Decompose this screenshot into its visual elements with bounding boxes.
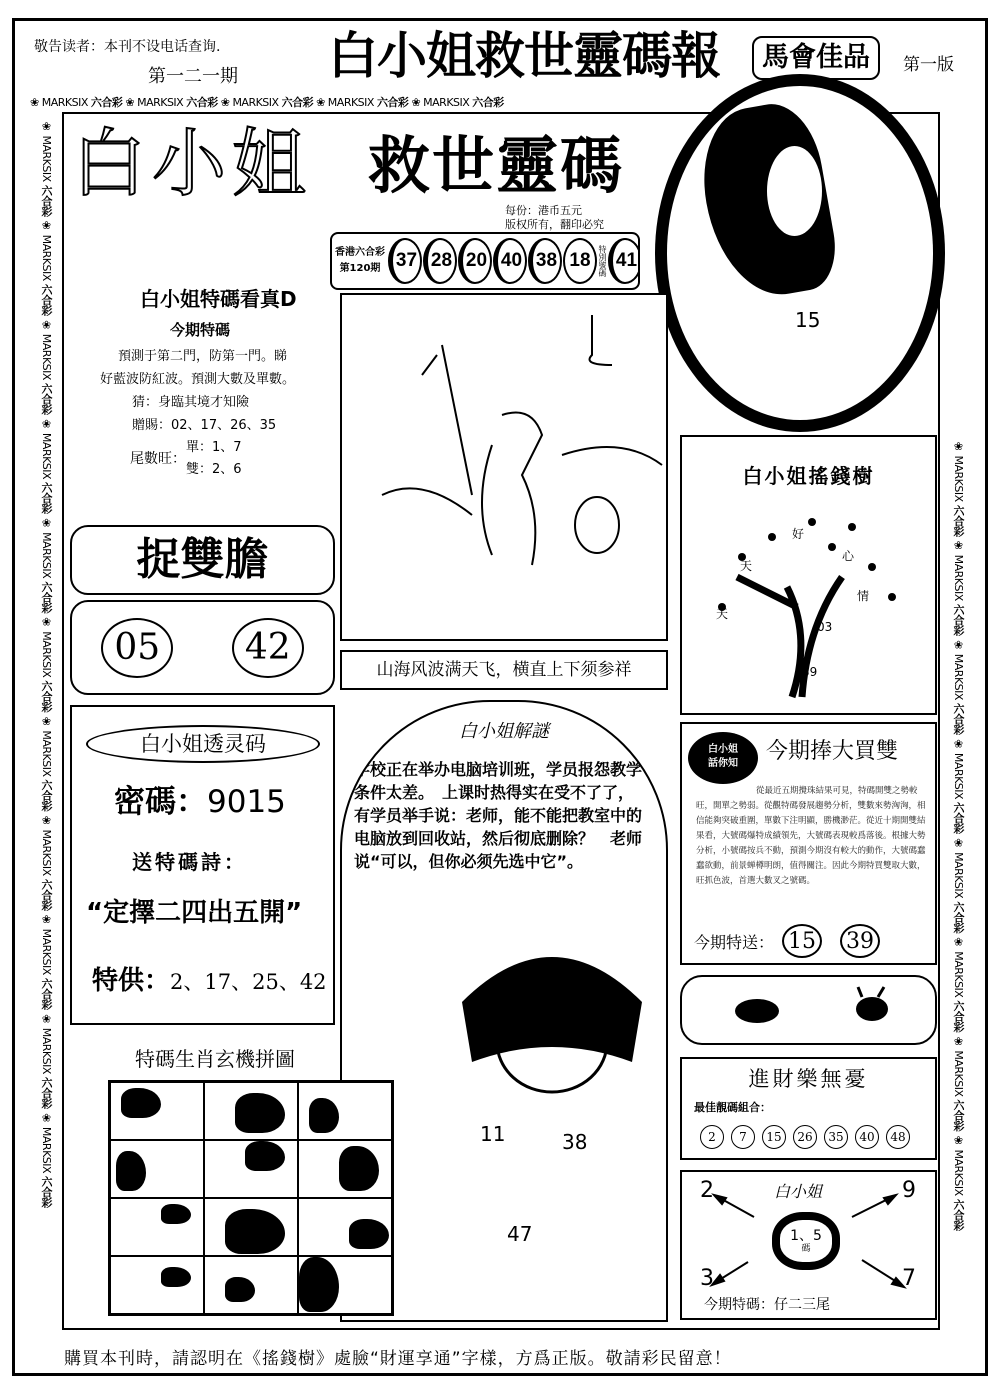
compass-title: 白小姐 <box>774 1182 823 1201</box>
marquee-chinese: 六合彩 <box>281 96 314 109</box>
tip-subtitle: 今期特碼 <box>170 321 231 339</box>
tree-number: 39 <box>802 665 818 679</box>
marquee-row <box>30 94 645 110</box>
puzzle-title: 特碼生肖玄機拼圖 <box>135 1047 295 1071</box>
compass-center: 1、5 碼 <box>772 1212 840 1270</box>
combo-number: 40 <box>855 1125 879 1149</box>
notice: 敬告读者：本刊不设电话查询. <box>34 39 221 55</box>
badge: 馬會佳品 <box>752 36 880 80</box>
draw-label: 香港六合彩 <box>335 247 385 258</box>
flower-icon: ❀ <box>952 539 965 555</box>
flower-icon: ❀ <box>40 615 53 632</box>
portrait-image <box>667 86 933 420</box>
draw-ball: 37 <box>388 238 422 284</box>
zodiac-animals-icon <box>682 977 935 1043</box>
corner-number: 7 <box>902 1266 916 1291</box>
flower-icon: ❀ <box>952 935 965 952</box>
tree-number: 03 <box>817 620 833 634</box>
donkey-illustration <box>340 293 668 641</box>
marquee-latin: MARKSIX <box>952 653 965 700</box>
flower-icon: ❀ <box>220 96 233 109</box>
marquee-chinese: 六合彩 <box>40 184 53 217</box>
flower-icon: ❀ <box>316 96 328 109</box>
marquee-latin: MARKSIX <box>40 432 53 480</box>
marquee-chinese: 六合彩 <box>40 779 53 811</box>
portrait-frame <box>655 74 945 432</box>
buy-text: 從最近五期攪珠結果可見，特碼開雙之勢較旺，開單之勢弱。從觀特碼發展趨勢分析，雙數來勢洶洶，相信能夠突破重圍，單數下注明顯，勝機渺茫。從近十期開雙結果看，大號碼爆特成績領先，大號碼表現較爲落後。根據大勢分析，小號碼按兵不動，預測今期沒有較大的動作，大號碼蠢蠢欲動，前景蝉樽明朗，值得關注。因此今期特買雙取大數，旺抓色波，首選大數叉之號碼。 <box>696 786 926 886</box>
price: 每份：港币五元 <box>505 204 582 217</box>
tree-title: 白小姐搖錢樹 <box>742 464 875 488</box>
marquee-chinese: 六合彩 <box>952 901 965 933</box>
marquee-chinese: 六合彩 <box>40 581 53 613</box>
tree-char: 好 <box>792 527 805 541</box>
marquee-latin: MARKSIX <box>40 829 53 876</box>
marquee-latin: MARKSIX <box>952 1050 965 1097</box>
animals-box <box>680 975 937 1045</box>
combo-number: 2 <box>700 1125 724 1149</box>
marquee-left <box>38 120 54 1330</box>
joke-text: 学校正在举办电脑培训班，学员报怨教学条件太差。 上课时热得实在受不了了， 有学员举手说：老师，能不能把教室中的电脑放到回收站，然后彻底删除？ 老师说“可以，但你必须先选中它”。 <box>354 760 643 871</box>
flower-icon: ❀ <box>411 96 424 109</box>
marquee-latin: MARKSIX <box>137 96 184 109</box>
double-number: 05 <box>101 618 173 678</box>
marquee-chinese: 六合彩 <box>952 702 965 735</box>
draw-ball: 28 <box>423 238 457 284</box>
edition: 第一版 <box>903 55 954 75</box>
flower-icon: ❀ <box>40 318 53 334</box>
marquee-chinese: 六合彩 <box>186 96 218 109</box>
flower-icon: ❀ <box>125 96 138 109</box>
flower-icon: ❀ <box>30 96 42 109</box>
marquee-latin: MARKSIX <box>40 631 53 678</box>
marquee-latin: MARKSIX <box>40 730 53 777</box>
draw-ball: 40 <box>493 238 527 284</box>
marquee-chinese: 六合彩 <box>40 1176 53 1208</box>
tip-title: 白小姐特碼看真D <box>140 287 297 311</box>
tree-char: 心 <box>842 549 855 563</box>
marquee-latin: MARKSIX <box>40 1126 53 1174</box>
masthead-title: 白小姐救世靈碼報 <box>328 27 720 85</box>
combo-title: 進財樂無憂 <box>748 1067 869 1091</box>
marquee-latin: MARKSIX <box>40 234 53 281</box>
donkey-icon <box>342 295 666 639</box>
flower-icon: ❀ <box>952 1034 965 1051</box>
marquee-chinese: 六合彩 <box>90 96 123 109</box>
send-number: 15 <box>782 924 822 958</box>
marquee-chinese: 六合彩 <box>40 680 53 712</box>
combo-label: 最佳靚碼組合： <box>694 1101 771 1114</box>
marquee-right <box>950 440 966 1330</box>
flower-icon: ❀ <box>40 913 53 929</box>
copyright: 版权所有，翻印必究 <box>505 218 604 231</box>
tree-char: 天 <box>740 559 753 573</box>
marquee-chinese: 六合彩 <box>40 283 53 316</box>
secret-poem: “定擇二四出五開” <box>86 898 303 928</box>
draw-ball: 38 <box>528 238 562 284</box>
joke-number: 38 <box>562 1130 588 1154</box>
marquee-latin: MARKSIX <box>40 928 53 975</box>
brand-name: 白小姐 <box>72 121 312 207</box>
flower-icon: ❀ <box>40 1111 53 1127</box>
buy-double-box <box>680 722 937 965</box>
zodiac-puzzle-grid <box>108 1080 394 1316</box>
flower-icon: ❀ <box>40 813 53 830</box>
marquee-latin: MARKSIX <box>952 852 965 899</box>
combo-number: 35 <box>824 1125 848 1149</box>
marquee-latin: MARKSIX <box>40 532 53 579</box>
joke-title: 白小姐解謎 <box>459 721 549 742</box>
secret-title: 白小姐透灵码 <box>86 725 320 763</box>
flower-icon: ❀ <box>40 1012 53 1028</box>
tree-char: 情 <box>857 589 870 603</box>
footer-notice: 購買本刊時，請認明在《搖錢樹》處臉“財運享通”字樣，方爲正版。敬請彩民留意！ <box>64 1349 732 1369</box>
double-numbers <box>70 600 335 695</box>
marquee-chinese: 六合彩 <box>952 1000 965 1032</box>
portrait-number: 15 <box>795 308 821 332</box>
joke-number: 11 <box>480 1122 506 1146</box>
marquee-chinese: 六合彩 <box>40 382 53 415</box>
marquee-latin: MARKSIX <box>40 135 53 182</box>
speech-bubble: 白小姐 話你知 <box>688 732 758 784</box>
marquee-chinese: 六合彩 <box>952 603 965 636</box>
money-tree-box <box>680 435 937 715</box>
flower-icon: ❀ <box>952 1133 965 1150</box>
code-label: 密碼： <box>114 784 207 820</box>
double-title: 捉雙膽 <box>70 525 335 595</box>
combo-number: 7 <box>731 1125 755 1149</box>
compass-footer: 今期特碼：仔二三尾 <box>704 1297 830 1313</box>
marquee-latin: MARKSIX <box>952 951 965 998</box>
draw-results <box>330 232 640 290</box>
joke-number: 47 <box>507 1222 533 1246</box>
flower-icon: ❀ <box>40 120 53 136</box>
marquee-latin: MARKSIX <box>327 96 374 109</box>
special-label: 特別號碼 <box>598 245 607 277</box>
marquee-chinese: 六合彩 <box>952 802 965 834</box>
tree-char: 天 <box>716 607 729 621</box>
flower-icon: ❀ <box>952 440 965 456</box>
girl-face-icon <box>452 942 652 1102</box>
marquee-latin: MARKSIX <box>41 96 88 109</box>
marquee-latin: MARKSIX <box>423 96 470 109</box>
combo-number: 15 <box>762 1125 786 1149</box>
send-label: 今期特送： <box>694 932 775 952</box>
send-number: 39 <box>840 924 880 958</box>
brand-slogan: 救世靈碼 <box>368 129 625 202</box>
draw-period: 第120期 <box>339 263 381 274</box>
marquee-chinese: 六合彩 <box>952 504 965 537</box>
combo-box <box>680 1057 937 1160</box>
special-numbers: 2、17、25、42 <box>170 970 327 994</box>
flower-icon: ❀ <box>40 516 53 533</box>
marquee-chinese: 六合彩 <box>952 1099 965 1131</box>
marquee-chinese: 六合彩 <box>40 977 53 1010</box>
flower-icon: ❀ <box>952 836 965 853</box>
flower-icon: ❀ <box>952 737 965 753</box>
flower-icon: ❀ <box>40 714 53 731</box>
tip-body: 預測于第二門，防第一門。睇 好藍波防紅波。預測大數及單數。 猜：身臨其境才知險 贈賜：02、17、26、35 尾數旺： 單：1、7 雙：2、6 <box>100 349 296 477</box>
marquee-latin: MARKSIX <box>232 96 279 109</box>
marquee-latin: MARKSIX <box>40 333 53 380</box>
issue-number: 第一二一期 <box>148 66 238 87</box>
compass-box <box>680 1170 937 1320</box>
poem-label: 送特碼詩： <box>132 850 247 874</box>
marquee-chinese: 六合彩 <box>376 96 409 109</box>
draw-ball: 20 <box>458 238 492 284</box>
buy-title: 今期捧大買雙 <box>766 739 899 764</box>
corner-number: 2 <box>700 1178 714 1203</box>
combo-number: 26 <box>793 1125 817 1149</box>
marquee-latin: MARKSIX <box>952 1149 965 1196</box>
corner-number: 3 <box>700 1266 714 1291</box>
flower-icon: ❀ <box>40 219 53 235</box>
special-ball: 41 <box>608 238 640 284</box>
marquee-latin: MARKSIX <box>952 752 965 800</box>
secret-code: 9015 <box>207 784 286 820</box>
combo-number: 48 <box>886 1125 910 1149</box>
marquee-chinese: 六合彩 <box>952 1198 965 1231</box>
marquee-latin: MARKSIX <box>952 455 965 502</box>
poem-box: 山海风波满天飞，横直上下须参祥 <box>340 650 668 690</box>
marquee-latin: MARKSIX <box>40 1027 53 1074</box>
marquee-chinese: 六合彩 <box>472 96 504 109</box>
marquee-chinese: 六合彩 <box>40 1076 53 1109</box>
special-label: 特供： <box>92 966 171 996</box>
marquee-chinese: 六合彩 <box>40 878 53 911</box>
flower-icon: ❀ <box>40 417 53 433</box>
secret-box <box>70 705 335 1025</box>
marquee-latin: MARKSIX <box>952 554 965 601</box>
draw-ball: 18 <box>563 238 597 284</box>
marquee-chinese: 六合彩 <box>40 482 53 514</box>
flower-icon: ❀ <box>952 638 965 654</box>
double-number: 42 <box>232 618 304 678</box>
corner-number: 9 <box>902 1178 916 1203</box>
